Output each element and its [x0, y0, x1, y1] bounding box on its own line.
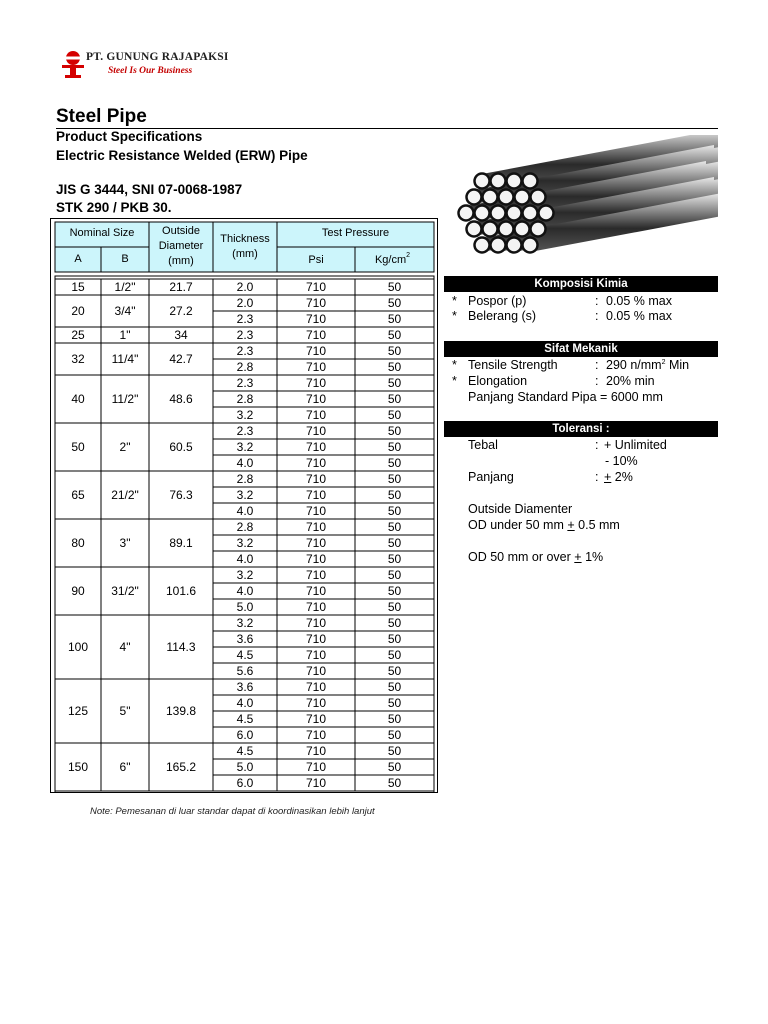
- panjang-percent: 2%: [614, 470, 633, 484]
- cell-kgcm: 50: [387, 392, 402, 407]
- cell-kgcm: 50: [387, 648, 402, 663]
- cell-outside-diameter: 165.2: [165, 760, 197, 775]
- cell-thickness: 4.5: [236, 712, 254, 727]
- cell-psi: 710: [305, 776, 327, 791]
- tensile-unit-superscript: 2: [661, 359, 666, 366]
- cell-size-b: 21/2": [111, 488, 139, 503]
- cell-size-a: 32: [71, 352, 85, 367]
- cell-size-b: 1/2": [114, 280, 136, 295]
- pipe-end-circle: [515, 190, 530, 205]
- header-test-pressure: Test Pressure: [321, 226, 390, 239]
- cell-outside-diameter: 48.6: [169, 392, 193, 407]
- cell-thickness: 2.3: [236, 376, 254, 391]
- cell-thickness: 2.3: [236, 424, 254, 439]
- elongation-label: Elongation: [468, 374, 528, 388]
- cell-size-b: 11/4": [111, 352, 139, 367]
- pipe-end-circle: [531, 222, 546, 237]
- cell-size-b: 1": [119, 328, 131, 343]
- cell-outside-diameter: 114.3: [166, 640, 196, 655]
- header-kgcm-superscript: 2: [406, 251, 411, 259]
- colon: :: [595, 294, 599, 308]
- cell-thickness: 2.0: [236, 296, 254, 311]
- bullet: *: [452, 294, 457, 308]
- cell-thickness: 5.0: [236, 600, 254, 615]
- cell-psi: 710: [305, 760, 327, 775]
- plus-minus-sign: +: [567, 518, 575, 532]
- cell-outside-diameter: 34: [174, 328, 188, 343]
- cell-size-b: 4": [119, 640, 131, 655]
- pipe-end-circle: [507, 238, 522, 253]
- cell-thickness: 5.6: [236, 664, 254, 679]
- cell-psi: 710: [305, 408, 327, 423]
- cell-size-a: 40: [71, 392, 85, 407]
- cell-psi: 710: [305, 312, 327, 327]
- od-over-value: 1%: [585, 550, 604, 564]
- pospor-value: 0.05 % max: [606, 294, 673, 308]
- panjang-label: Panjang: [468, 470, 514, 484]
- cell-kgcm: 50: [387, 376, 402, 391]
- cell-thickness: 3.2: [236, 536, 254, 551]
- cell-size-a: 20: [71, 304, 85, 319]
- tensile-value: 290 n/mm: [606, 358, 662, 372]
- cell-kgcm: 50: [387, 536, 402, 551]
- cell-size-a: 90: [71, 584, 85, 599]
- cell-kgcm: 50: [387, 472, 402, 487]
- cell-kgcm: 50: [387, 712, 402, 727]
- cell-psi: 710: [305, 728, 327, 743]
- cell-thickness: 3.2: [236, 408, 254, 423]
- cell-size-a: 25: [71, 328, 85, 343]
- cell-psi: 710: [305, 376, 327, 391]
- cell-thickness: 3.2: [236, 440, 254, 455]
- belerang-value: 0.05 % max: [606, 309, 673, 323]
- header-thickness: (mm): [232, 247, 258, 260]
- cell-outside-diameter: 139.8: [165, 704, 197, 719]
- cell-psi: 710: [305, 616, 327, 631]
- cell-size-b: 2": [119, 440, 131, 455]
- pipe-type-heading: Electric Resistance Welded (ERW) Pipe: [56, 148, 308, 163]
- pipe-end-circle: [499, 190, 514, 205]
- cell-kgcm: 50: [387, 760, 402, 775]
- pipe-end-circle: [523, 206, 538, 221]
- cell-size-a: 15: [71, 280, 85, 295]
- od-over-50-text: [468, 550, 603, 564]
- header-nominal-size: Nominal Size: [69, 226, 135, 239]
- cell-psi: 710: [305, 568, 327, 583]
- cell-psi: 710: [305, 328, 327, 343]
- cell-kgcm: 50: [387, 600, 402, 615]
- outside-diameter-title: Outside Diamenter: [468, 502, 573, 516]
- pipe-end-circle: [467, 190, 482, 205]
- product-spec-heading: Product Specifications: [56, 129, 203, 144]
- cell-kgcm: 50: [387, 776, 402, 791]
- pipe-end-circle: [507, 206, 522, 221]
- colon: :: [595, 470, 599, 484]
- pipe-end-circle: [475, 206, 490, 221]
- cell-thickness: 3.6: [236, 680, 254, 695]
- cell-psi: 710: [305, 696, 327, 711]
- od-under-prefix: OD under 50 mm: [468, 518, 564, 532]
- cell-psi: 710: [305, 392, 327, 407]
- cell-psi: 710: [305, 664, 327, 679]
- cell-outside-diameter: 42.7: [169, 352, 193, 367]
- cell-psi: 710: [305, 424, 327, 439]
- plus-minus-sign: +: [574, 550, 582, 564]
- cell-outside-diameter: 60.5: [169, 440, 193, 455]
- cell-thickness: 4.0: [236, 456, 254, 471]
- tensile-suffix: Min: [668, 358, 690, 372]
- cell-size-b: 6": [119, 760, 131, 775]
- pipe-end-circle: [491, 238, 506, 253]
- cell-size-a: 100: [67, 640, 89, 655]
- pospor-label: Pospor (p): [468, 294, 527, 308]
- cell-psi: 710: [305, 712, 327, 727]
- cell-thickness: 3.2: [236, 568, 254, 583]
- cell-thickness: 2.8: [236, 520, 254, 535]
- elongation-value: 20% min: [606, 374, 655, 388]
- cell-size-b: 11/2": [111, 392, 139, 407]
- pipe-end-circle: [491, 206, 506, 221]
- cell-thickness: 2.0: [236, 280, 254, 295]
- cell-psi: 710: [305, 632, 327, 647]
- cell-psi: 710: [305, 344, 327, 359]
- cell-thickness: 3.2: [236, 488, 254, 503]
- pipe-end-circle: [491, 174, 506, 189]
- cell-size-b: 3": [119, 536, 131, 551]
- cell-psi: 710: [305, 552, 327, 567]
- cell-thickness: 4.0: [236, 552, 254, 567]
- cell-kgcm: 50: [387, 328, 402, 343]
- cell-kgcm: 50: [387, 344, 402, 359]
- spec-table: [50, 218, 438, 793]
- sifat-mekanik-header: Sifat Mekanik: [444, 341, 718, 357]
- cell-size-a: 150: [67, 760, 89, 775]
- cell-thickness: 3.2: [236, 616, 254, 631]
- cell-thickness: 2.8: [236, 472, 254, 487]
- header-outside-diameter: Diameter: [158, 239, 204, 252]
- header-outside-diameter: Outside: [162, 224, 200, 237]
- cell-outside-diameter: 27.2: [169, 304, 193, 319]
- cell-outside-diameter: 76.3: [169, 488, 193, 503]
- tebal-upper-value: + Unlimited: [604, 438, 667, 452]
- cell-thickness: 2.3: [236, 328, 254, 343]
- cell-kgcm: 50: [387, 360, 402, 375]
- cell-size-a: 50: [71, 440, 85, 455]
- komposisi-kimia-header: Komposisi Kimia: [444, 276, 718, 292]
- colon: :: [595, 358, 599, 372]
- pipe-end-circle: [483, 222, 498, 237]
- cell-kgcm: 50: [387, 456, 402, 471]
- cell-thickness: 4.5: [236, 648, 254, 663]
- cell-thickness: 6.0: [236, 776, 254, 791]
- pipe-end-circle: [459, 206, 474, 221]
- cell-kgcm: 50: [387, 552, 402, 567]
- cell-psi: 710: [305, 536, 327, 551]
- pipe-end-circle: [523, 174, 538, 189]
- pipe-end-circle: [531, 190, 546, 205]
- header-kgcm: $Kg/cm^2$: [374, 251, 411, 266]
- pipe-end-circle: [539, 206, 554, 221]
- colon: :: [595, 309, 599, 323]
- cell-kgcm: 50: [387, 584, 402, 599]
- toleransi-header: Toleransi :: [444, 421, 718, 437]
- page-title: Steel Pipe: [56, 106, 147, 127]
- standard-line-2: STK 290 / PKB 30.: [56, 200, 172, 215]
- pipe-end-circle: [467, 222, 482, 237]
- cell-kgcm: 50: [387, 520, 402, 535]
- header-psi: Psi: [308, 253, 324, 266]
- cell-size-b: 5": [119, 704, 131, 719]
- cell-outside-diameter: 89.1: [169, 536, 193, 551]
- cell-thickness: 4.5: [236, 744, 254, 759]
- cell-size-a: 125: [67, 704, 89, 719]
- cell-thickness: 2.8: [236, 392, 254, 407]
- cell-size-b: 3/4": [114, 304, 136, 319]
- standard-length-text: Panjang Standard Pipa = 6000 mm: [468, 390, 663, 404]
- cell-psi: 710: [305, 488, 327, 503]
- cell-psi: 710: [305, 600, 327, 615]
- cell-psi: 710: [305, 520, 327, 535]
- cell-thickness: 3.6: [236, 632, 254, 647]
- header-b: B: [121, 252, 129, 265]
- cell-outside-diameter: 101.6: [165, 584, 197, 599]
- steel-pipe-bundle-image: [444, 135, 718, 265]
- cell-kgcm: 50: [387, 616, 402, 631]
- cell-thickness: 6.0: [236, 728, 254, 743]
- colon: :: [595, 438, 599, 452]
- cell-psi: 710: [305, 680, 327, 695]
- cell-kgcm: 50: [387, 440, 402, 455]
- belerang-label: Belerang (s): [468, 309, 537, 323]
- bullet: *: [452, 309, 457, 323]
- cell-kgcm: 50: [387, 408, 402, 423]
- cell-thickness: 4.0: [236, 504, 254, 519]
- cell-kgcm: 50: [387, 744, 402, 759]
- cell-thickness: 2.8: [236, 360, 254, 375]
- pipe-end-circle: [523, 238, 538, 253]
- cell-psi: 710: [305, 472, 327, 487]
- footnote: Note: Pemesanan di luar standar dapat di koordinasikan lebih lanjut: [90, 806, 375, 817]
- tensile-strength-label: Tensile Strength: [468, 358, 558, 372]
- cell-thickness: 5.0: [236, 760, 254, 775]
- header-thickness: Thickness: [220, 232, 270, 245]
- pipe-end-circle: [475, 238, 490, 253]
- pipe-end-circle: [499, 222, 514, 237]
- tebal-label: Tebal: [468, 438, 498, 452]
- cell-kgcm: 50: [387, 424, 402, 439]
- plus-minus-sign: +: [604, 470, 612, 484]
- cell-psi: 710: [305, 296, 327, 311]
- pipe-end-circle: [475, 174, 490, 189]
- pipe-end-circle: [483, 190, 498, 205]
- od-over-prefix: OD 50 mm or over: [468, 550, 571, 564]
- bullet: *: [452, 358, 457, 372]
- cell-psi: 710: [305, 360, 327, 375]
- cell-thickness: 4.0: [236, 696, 254, 711]
- cell-kgcm: 50: [387, 488, 402, 503]
- cell-kgcm: 50: [387, 632, 402, 647]
- cell-psi: 710: [305, 504, 327, 519]
- cell-kgcm: 50: [387, 296, 402, 311]
- bullet: *: [452, 374, 457, 388]
- pipe-end-circle: [515, 222, 530, 237]
- tebal-lower-value: - 10%: [605, 454, 638, 468]
- cell-kgcm: 50: [387, 728, 402, 743]
- cell-psi: 710: [305, 280, 327, 295]
- standard-line-1: JIS G 3444, SNI 07-0068-1987: [56, 182, 243, 197]
- cell-size-a: 80: [71, 536, 85, 551]
- od-under-50-text: [468, 518, 620, 532]
- cell-kgcm: 50: [387, 280, 402, 295]
- cell-kgcm: 50: [387, 664, 402, 679]
- pipe-end-circle: [507, 174, 522, 189]
- colon: :: [595, 374, 599, 388]
- cell-kgcm: 50: [387, 680, 402, 695]
- cell-psi: 710: [305, 456, 327, 471]
- tensile-strength-value: [606, 358, 689, 372]
- company-tagline: Steel Is Our Business: [108, 66, 193, 76]
- cell-size-a: 65: [71, 488, 85, 503]
- header-outside-diameter: (mm): [168, 254, 194, 267]
- header-a: A: [74, 252, 82, 265]
- cell-psi: 710: [305, 648, 327, 663]
- cell-kgcm: 50: [387, 312, 402, 327]
- cell-kgcm: 50: [387, 568, 402, 583]
- cell-thickness: 2.3: [236, 344, 254, 359]
- spec-table-grid: [51, 219, 437, 792]
- cell-thickness: 4.0: [236, 584, 254, 599]
- cell-size-b: 31/2": [111, 584, 139, 599]
- cell-psi: 710: [305, 584, 327, 599]
- cell-kgcm: 50: [387, 696, 402, 711]
- cell-kgcm: 50: [387, 504, 402, 519]
- cell-outside-diameter: 21.7: [169, 280, 193, 295]
- company-name: PT. GUNUNG RAJAPAKSI: [86, 51, 229, 63]
- cell-psi: 710: [305, 440, 327, 455]
- od-under-value: 0.5 mm: [578, 518, 620, 532]
- cell-thickness: 2.3: [236, 312, 254, 327]
- panjang-value: [604, 470, 633, 484]
- cell-psi: 710: [305, 744, 327, 759]
